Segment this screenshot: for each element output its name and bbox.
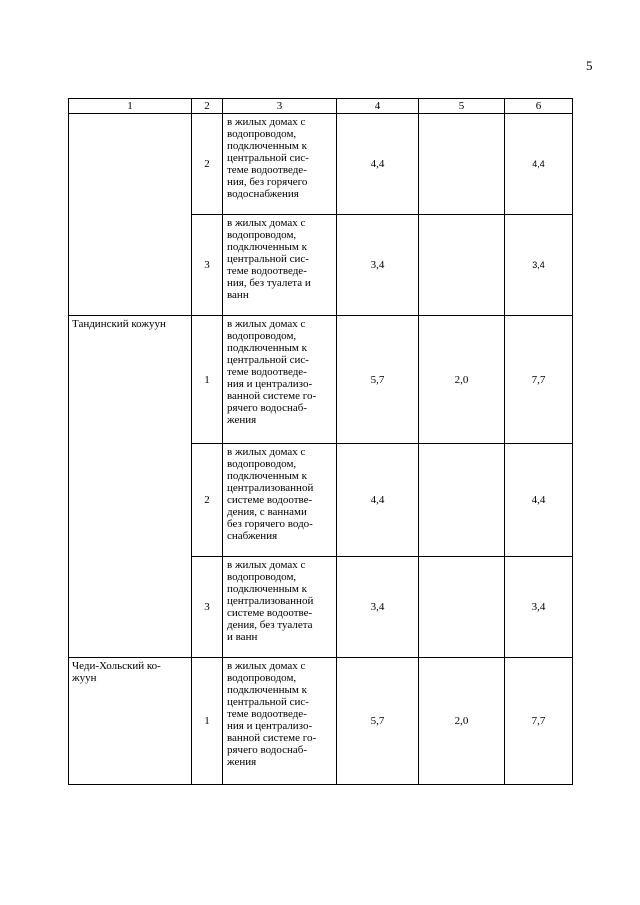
desc-line: центральной сис- bbox=[227, 253, 309, 265]
row-number: 3 bbox=[192, 557, 223, 658]
desc-line: ния, без горячего bbox=[227, 176, 308, 188]
desc-line: водопроводом, bbox=[227, 229, 297, 241]
desc-line: водопроводом, bbox=[227, 128, 297, 140]
desc-line: централизованной bbox=[227, 482, 314, 494]
table-row bbox=[69, 114, 573, 215]
desc-line: ния, без туалета и bbox=[227, 277, 311, 289]
value-col5 bbox=[419, 557, 505, 658]
desc-line: ванной системе го- bbox=[227, 732, 317, 744]
desc-line: теме водоотведе- bbox=[227, 164, 307, 176]
header-cell-5: 5 bbox=[419, 99, 505, 114]
desc-line: водопроводом, bbox=[227, 672, 297, 684]
value-col6: 7,7 bbox=[505, 658, 573, 785]
value-col6: 4,4 bbox=[505, 444, 573, 557]
desc-line: в жилых домах с bbox=[227, 446, 306, 458]
desc-line: подключенным к bbox=[227, 342, 307, 354]
description-cell bbox=[223, 316, 337, 444]
tariff-table bbox=[68, 98, 573, 785]
description-cell bbox=[223, 215, 337, 316]
desc-line: системе водоотве- bbox=[227, 494, 313, 506]
desc-line: теме водоотведе- bbox=[227, 366, 307, 378]
page-number: 5 bbox=[586, 58, 593, 73]
desc-line: подключенным к bbox=[227, 684, 307, 696]
description-cell bbox=[223, 444, 337, 557]
desc-line: центральной сис- bbox=[227, 696, 309, 708]
desc-line: ванн bbox=[227, 289, 249, 301]
description-cell bbox=[223, 658, 337, 785]
desc-line: дения, с ваннами bbox=[227, 506, 307, 518]
desc-line: подключенным к bbox=[227, 583, 307, 595]
desc-line: в жилых домах с bbox=[227, 116, 306, 128]
header-cell-3: 3 bbox=[223, 99, 337, 114]
desc-line: в жилых домах с bbox=[227, 318, 306, 330]
desc-line: водопроводом, bbox=[227, 571, 297, 583]
desc-line: рячего водоснаб- bbox=[227, 744, 308, 756]
desc-line: снабжения bbox=[227, 530, 278, 542]
region-cell-continued bbox=[69, 114, 192, 316]
desc-line: рячего водоснаб- bbox=[227, 402, 308, 414]
row-number: 1 bbox=[192, 658, 223, 785]
table-row bbox=[69, 658, 573, 785]
desc-line: жения bbox=[227, 756, 257, 768]
desc-line: дения, без туалета bbox=[227, 619, 313, 631]
desc-line: жения bbox=[227, 414, 257, 426]
value-col5: 2,0 bbox=[419, 658, 505, 785]
row-number: 2 bbox=[192, 444, 223, 557]
value-col4: 3,4 bbox=[337, 557, 419, 658]
desc-line: водоснабжения bbox=[227, 188, 299, 200]
desc-line: в жилых домах с bbox=[227, 660, 306, 672]
row-number: 2 bbox=[192, 114, 223, 215]
region-name: Тандинский кожуун bbox=[69, 316, 192, 658]
desc-line: и ванн bbox=[227, 631, 258, 643]
value-col6: 3,4 bbox=[505, 215, 573, 316]
desc-line: ния и централизо- bbox=[227, 720, 313, 732]
description-cell bbox=[223, 114, 337, 215]
value-col4: 5,7 bbox=[337, 316, 419, 444]
desc-line: ния и централизо- bbox=[227, 378, 313, 390]
desc-line: без горячего водо- bbox=[227, 518, 313, 530]
value-col4: 4,4 bbox=[337, 444, 419, 557]
description-cell bbox=[223, 557, 337, 658]
region-line: Чеди-Хольский ко- bbox=[72, 660, 161, 672]
row-number: 3 bbox=[192, 215, 223, 316]
region-name bbox=[69, 658, 192, 785]
header-cell-6: 6 bbox=[505, 99, 573, 114]
value-col4: 4,4 bbox=[337, 114, 419, 215]
table-row bbox=[69, 316, 573, 444]
value-col4: 3,4 bbox=[337, 215, 419, 316]
desc-line: в жилых домах с bbox=[227, 217, 306, 229]
header-cell-4: 4 bbox=[337, 99, 419, 114]
desc-line: системе водоотве- bbox=[227, 607, 313, 619]
header-cell-1: 1 bbox=[69, 99, 192, 114]
value-col5 bbox=[419, 444, 505, 557]
value-col4: 5,7 bbox=[337, 658, 419, 785]
desc-line: подключенным к bbox=[227, 241, 307, 253]
desc-line: теме водоотведе- bbox=[227, 708, 307, 720]
desc-line: в жилых домах с bbox=[227, 559, 306, 571]
header-row bbox=[69, 99, 573, 114]
row-number: 1 bbox=[192, 316, 223, 444]
desc-line: подключенным к bbox=[227, 470, 307, 482]
value-col5 bbox=[419, 215, 505, 316]
region-line: жуун bbox=[72, 672, 97, 684]
header-cell-2: 2 bbox=[192, 99, 223, 114]
desc-line: ванной системе го- bbox=[227, 390, 317, 402]
value-col6: 7,7 bbox=[505, 316, 573, 444]
desc-line: водопроводом, bbox=[227, 458, 297, 470]
value-col6: 3,4 bbox=[505, 557, 573, 658]
value-col5: 2,0 bbox=[419, 316, 505, 444]
value-col5 bbox=[419, 114, 505, 215]
desc-line: подключенным к bbox=[227, 140, 307, 152]
desc-line: центральной сис- bbox=[227, 152, 309, 164]
desc-line: централизованной bbox=[227, 595, 314, 607]
desc-line: водопроводом, bbox=[227, 330, 297, 342]
desc-line: теме водоотведе- bbox=[227, 265, 307, 277]
value-col6: 4,4 bbox=[505, 114, 573, 215]
desc-line: центральной сис- bbox=[227, 354, 309, 366]
